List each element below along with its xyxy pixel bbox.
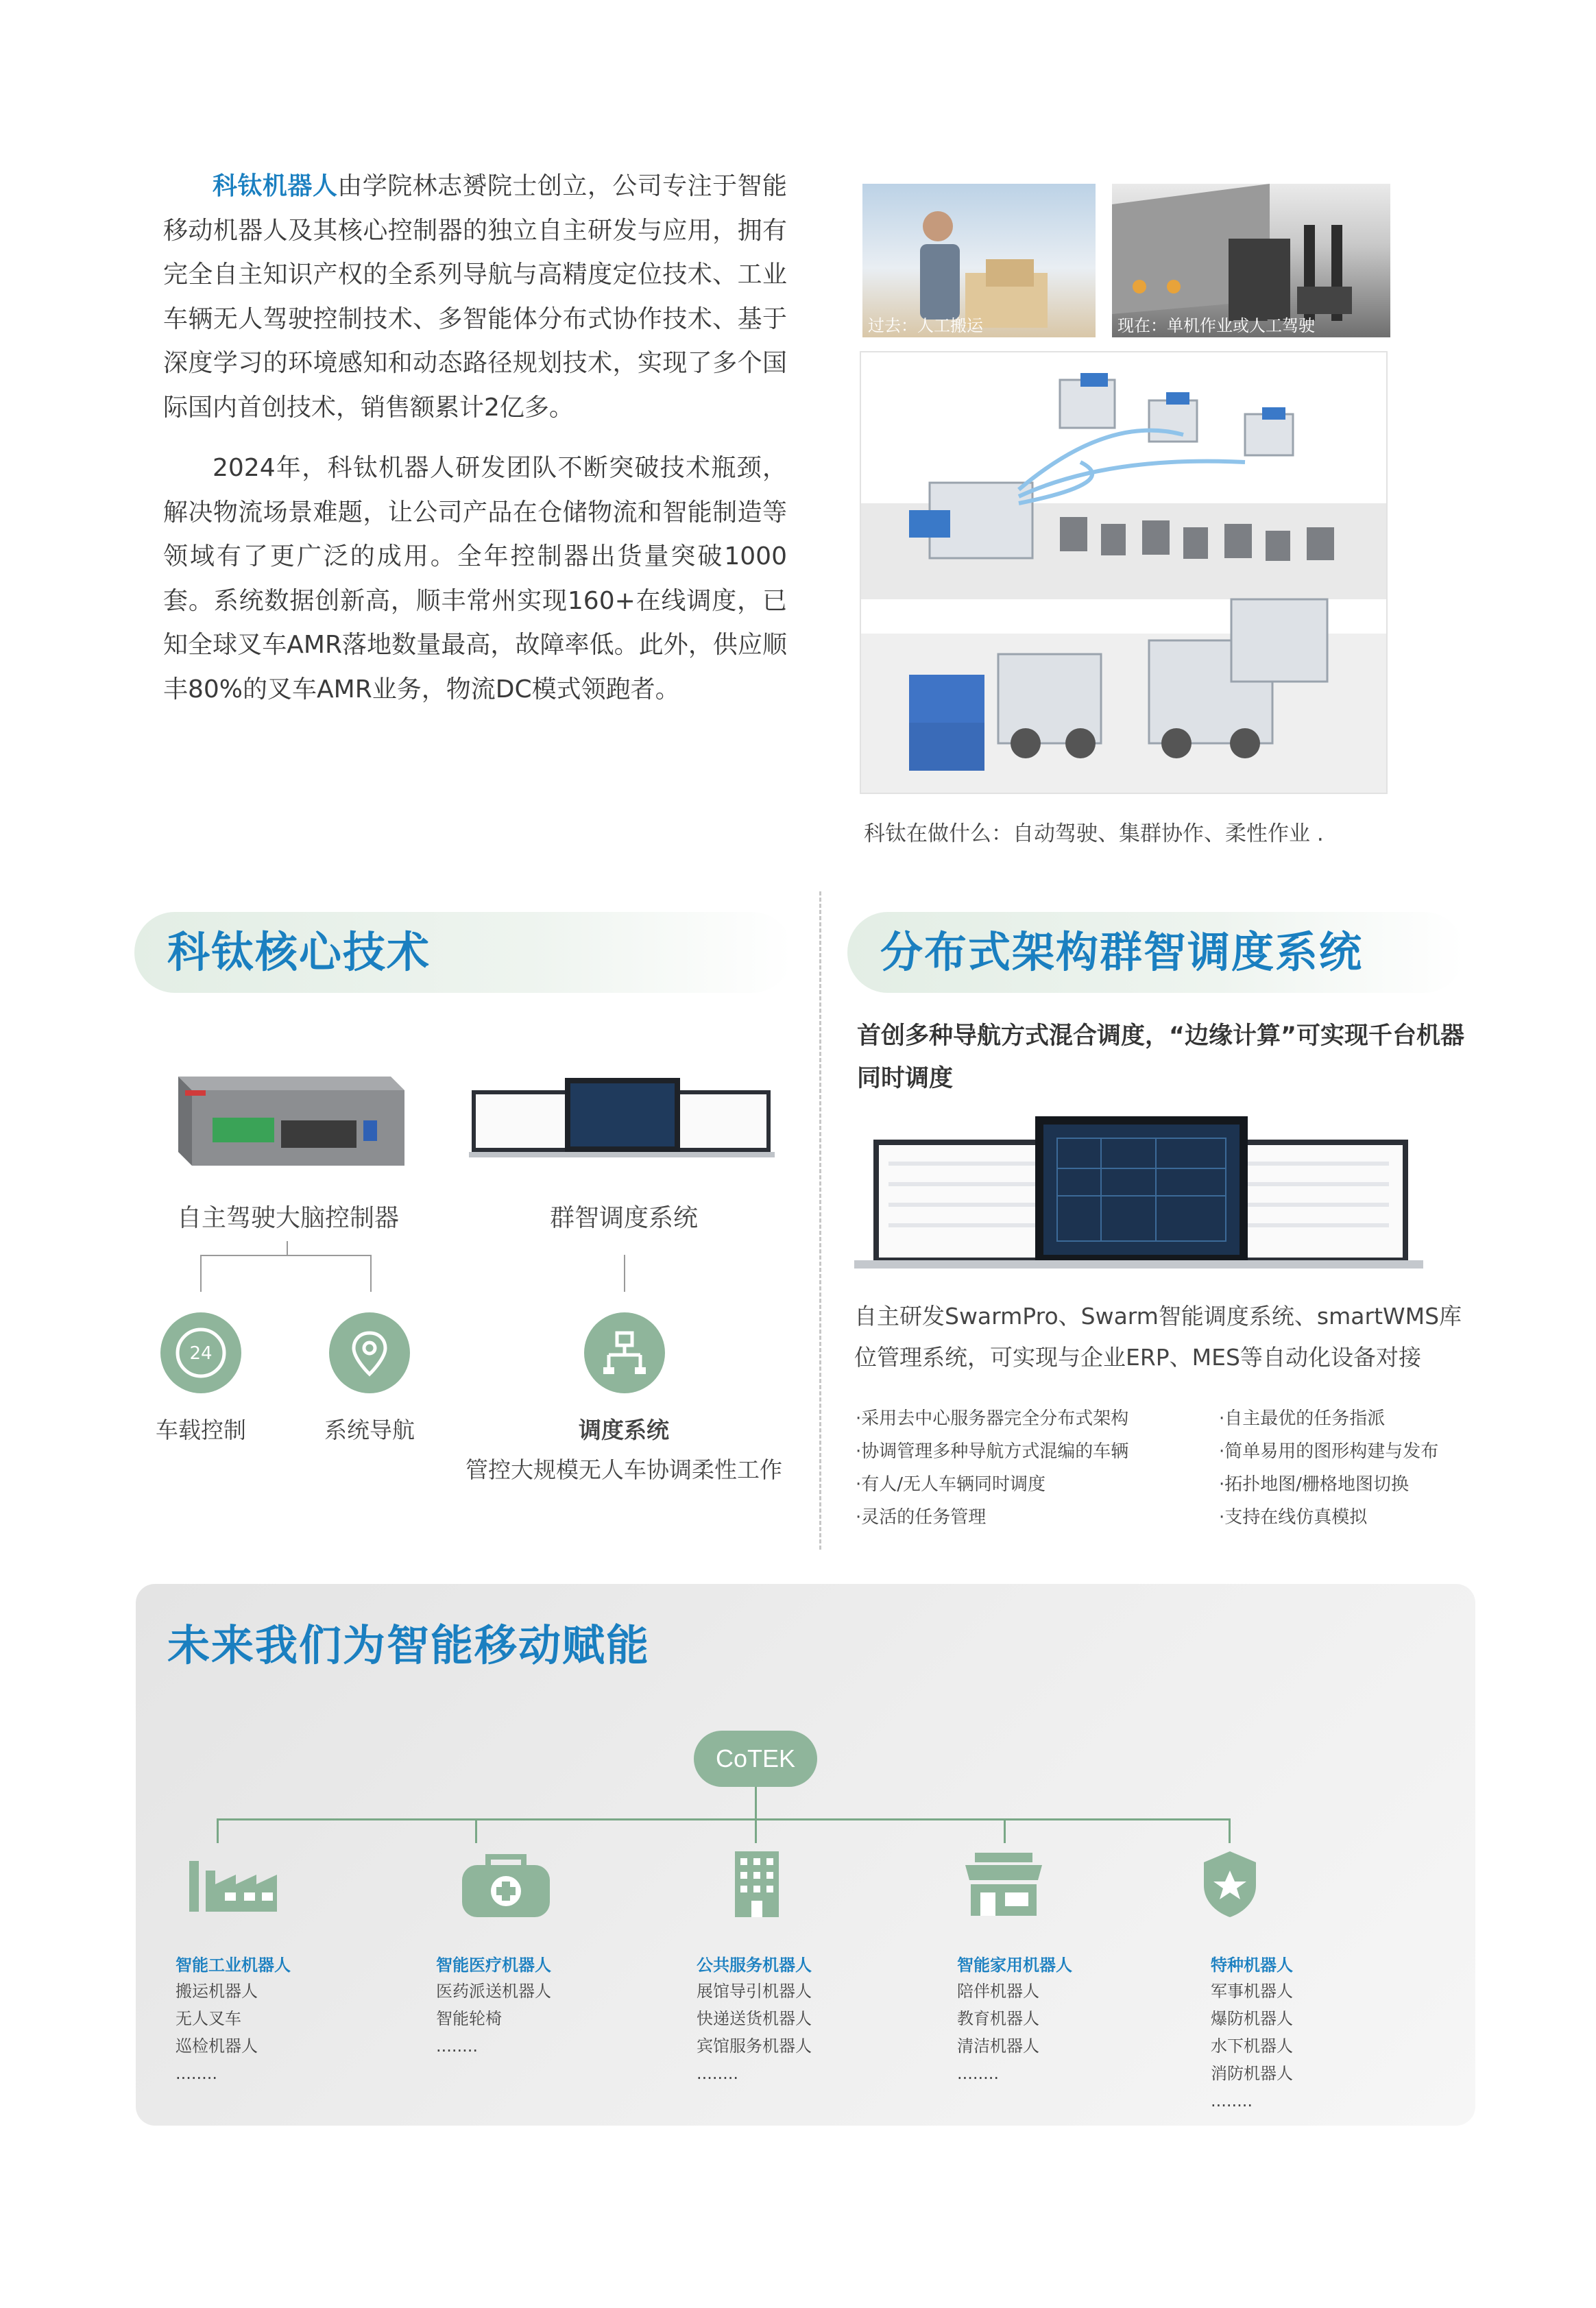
police-badge-icon xyxy=(1197,1849,1263,1920)
now-caption: 现在：单机作业或人工驾驶 xyxy=(1117,316,1315,335)
bullet-right-4: ·支持在线仿真模拟 xyxy=(1219,1507,1368,1528)
category-items-home xyxy=(957,1978,1039,2087)
list-item: 消防机器人 xyxy=(1211,2064,1293,2083)
list-item: 宾馆服务机器人 xyxy=(697,2036,812,2056)
column-divider xyxy=(819,891,821,1550)
location-pin-icon xyxy=(329,1312,410,1393)
distributed-system-title: 分布式架构群智调度系统 xyxy=(847,912,1464,993)
bullet-left-3: ·有人/无人车辆同时调度 xyxy=(856,1474,1046,1495)
bullet-left-1: ·采用去中心服务器完全分布式架构 xyxy=(856,1408,1129,1429)
bullet-left-2: ·协调管理多种导航方式混编的车辆 xyxy=(856,1441,1129,1462)
list-item: 快递送货机器人 xyxy=(697,2009,812,2028)
list-item: 教育机器人 xyxy=(957,2009,1039,2028)
bullet-left-4: ·灵活的任务管理 xyxy=(856,1507,987,1528)
now-photo xyxy=(1112,184,1390,337)
list-item: 爆防机器人 xyxy=(1211,2009,1293,2028)
branch-4 xyxy=(1004,1818,1006,1843)
list-item: 医药派送机器人 xyxy=(436,1982,551,2001)
category-title-public: 公共服务机器人 xyxy=(697,1956,812,1975)
swarm-screens-image xyxy=(469,1075,775,1159)
branch-2 xyxy=(475,1818,477,1843)
list-item: 无人叉车 xyxy=(176,2009,241,2028)
category-items-medical xyxy=(436,1978,551,2060)
company-name: 科钛机器人 xyxy=(213,172,338,200)
list-item: 陪伴机器人 xyxy=(957,1982,1039,2001)
branch-5 xyxy=(1229,1818,1231,1843)
tree-connector-left xyxy=(200,1255,202,1292)
list-item: 清洁机器人 xyxy=(957,2036,1039,2056)
vehicle-control-label: 车载控制 xyxy=(156,1417,246,1443)
cotek-node: CoTEK xyxy=(694,1731,817,1787)
list-item: ........ xyxy=(697,2064,739,2083)
category-title-industrial: 智能工业机器人 xyxy=(176,1956,291,1975)
forklift-illustration xyxy=(860,351,1388,794)
bullet-right-3: ·拓扑地图/栅格地图切换 xyxy=(1219,1474,1410,1495)
svg-text:24: 24 xyxy=(189,1343,213,1364)
bullet-right-1: ·自主最优的任务指派 xyxy=(1219,1408,1386,1429)
cotek-stem xyxy=(755,1787,757,1820)
tree-connector-right xyxy=(370,1255,372,1292)
swarm-connector xyxy=(624,1255,625,1292)
distributed-desc: 自主研发SwarmPro、Swarm智能调度系统、smartWMS库位管理系统，可实现与企业ERP、MES等自动化设备对接 xyxy=(854,1303,1462,1371)
list-item: 巡检机器人 xyxy=(176,2036,258,2056)
list-item: ........ xyxy=(176,2064,218,2083)
tree-connector xyxy=(200,1255,370,1256)
list-item: 水下机器人 xyxy=(1211,2036,1293,2056)
list-item: 军事机器人 xyxy=(1211,1982,1293,2001)
nav-label: 系统导航 xyxy=(324,1417,415,1443)
list-item: ........ xyxy=(1211,2091,1253,2111)
swarm-label: 群智调度系统 xyxy=(549,1204,698,1232)
vehicle-control-icon xyxy=(160,1312,241,1393)
dispatch-label: 调度系统 xyxy=(579,1417,669,1443)
past-photo xyxy=(862,184,1096,337)
list-item: 展馆导引机器人 xyxy=(697,1982,812,2001)
core-tech-title: 科钛核心技术 xyxy=(134,912,793,993)
branch-1 xyxy=(217,1818,219,1843)
bullet-right-2: ·简单易用的图形构建与发布 xyxy=(1219,1441,1439,1462)
figure-caption: 科钛在做什么：自动驾驶、集群协作、柔性作业 . xyxy=(864,821,1324,846)
store-icon xyxy=(961,1850,1046,1919)
list-item: ........ xyxy=(957,2064,1000,2083)
tree-connector-mid xyxy=(287,1241,288,1256)
dispatch-icon xyxy=(584,1312,665,1393)
category-items-industrial xyxy=(176,1978,258,2087)
list-item: ........ xyxy=(436,2036,479,2056)
controller-device-image xyxy=(165,1063,409,1173)
list-item: 智能轮椅 xyxy=(436,2009,502,2028)
factory-icon xyxy=(185,1847,281,1916)
cotek-branch xyxy=(217,1818,1229,1820)
past-caption: 过去：人工搬运 xyxy=(868,316,983,335)
building-icon xyxy=(728,1849,786,1920)
category-title-special: 特种机器人 xyxy=(1211,1956,1293,1975)
controller-label: 自主驾驶大脑控制器 xyxy=(176,1204,399,1232)
future-title: 未来我们为智能移动赋能 xyxy=(167,1620,651,1670)
category-title-home: 智能家用机器人 xyxy=(957,1956,1072,1975)
intro-paragraph-1: 科钛机器人由学院林志赟院士创立，公司专注于智能移动机器人及其核心控制器的独立自主研发与应用，拥有完全自主知识产权的全系列导航与高精度定位技术、工业车辆无人驾驶控制技术、多智能体分布式协作技术、基于深度学习的环境感知和动态路径规划技术，实现了多个国际国内首创技术，销售额累计2亿多。 xyxy=(163,172,787,422)
dispatch-screens-image xyxy=(854,1114,1423,1271)
distributed-subtitle: 首创多种导航方式混合调度，“边缘计算”可实现千台机器同时调度 xyxy=(857,1022,1465,1092)
category-items-public xyxy=(697,1978,812,2087)
dispatch-desc: 管控大规模无人车协调柔性工作 xyxy=(466,1456,782,1483)
intro-text xyxy=(163,165,787,712)
category-title-medical: 智能医疗机器人 xyxy=(436,1956,551,1975)
list-item: 搬运机器人 xyxy=(176,1982,258,2001)
intro-paragraph-2: 2024年，科钛机器人研发团队不断突破技术瓶颈，解决物流场景难题，让公司产品在仓储物流和智能制造等领域有了更广泛的成用。全年控制器出货量突破1000套。系统数据创新高，顺丰常州实现160+在线调度，已知全球叉车AMR落地数量最高，故障率低。此外，供应顺丰80%的叉车AMR业务，物流DC模式领跑者。 xyxy=(163,454,787,704)
category-items-special xyxy=(1211,1978,1293,2115)
medical-kit-icon xyxy=(458,1851,554,1920)
branch-3 xyxy=(755,1818,757,1843)
